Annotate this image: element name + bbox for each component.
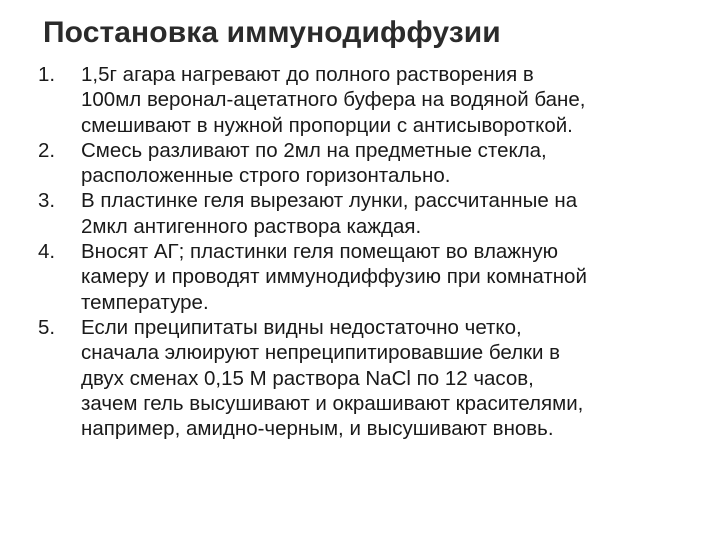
list-item-3 (38, 188, 688, 239)
item-text-line: расположенные строго горизонтально. (81, 164, 451, 188)
item-text-line: температуре. (81, 290, 209, 314)
item-text-line: сначала элюируют непреципитировавшие белки в (81, 341, 561, 365)
list-item-4 (38, 239, 688, 315)
item-number: 5. (38, 315, 56, 339)
item-number: 4. (38, 240, 56, 264)
procedure-list (38, 62, 688, 441)
item-text-line: 1,5г агара нагревают до полного растворения в (81, 63, 534, 86)
item-text-line: смешивают в нужной пропорции с антисывороткой. (81, 113, 573, 137)
item-text-line: В пластинке геля вырезают лунки, рассчитанные на (81, 189, 578, 213)
item-text-line: двух сменах 0,15 М раствора NaCl по 12 часов, (81, 366, 534, 390)
page-title: Постановка иммунодиффузии (43, 16, 501, 49)
item-text-line: Смесь разливают по 2мл на предметные стекла, (81, 138, 547, 162)
list-item-5 (38, 315, 688, 441)
item-text-line: зачем гель высушивают и окрашивают красителями, (81, 391, 584, 415)
item-text-line: 100мл веронал-ацетатного буфера на водяной бане, (81, 88, 586, 112)
item-number: 3. (38, 189, 56, 213)
item-number: 2. (38, 138, 56, 162)
list-item-1 (38, 62, 688, 138)
list-item-2 (38, 138, 688, 189)
item-text-line: Вносят АГ; пластинки геля помещают во влажную (81, 240, 558, 264)
item-text-line: 2мкл антигенного раствора каждая. (81, 214, 422, 238)
item-text-line: камеру и проводят иммунодиффузию при комнатной (81, 265, 587, 289)
item-number: 1. (38, 63, 56, 86)
item-text-line: Если преципитаты видны недостаточно четко, (81, 315, 522, 339)
item-text-line: например, амидно-черным, и высушивают вновь. (81, 417, 554, 441)
